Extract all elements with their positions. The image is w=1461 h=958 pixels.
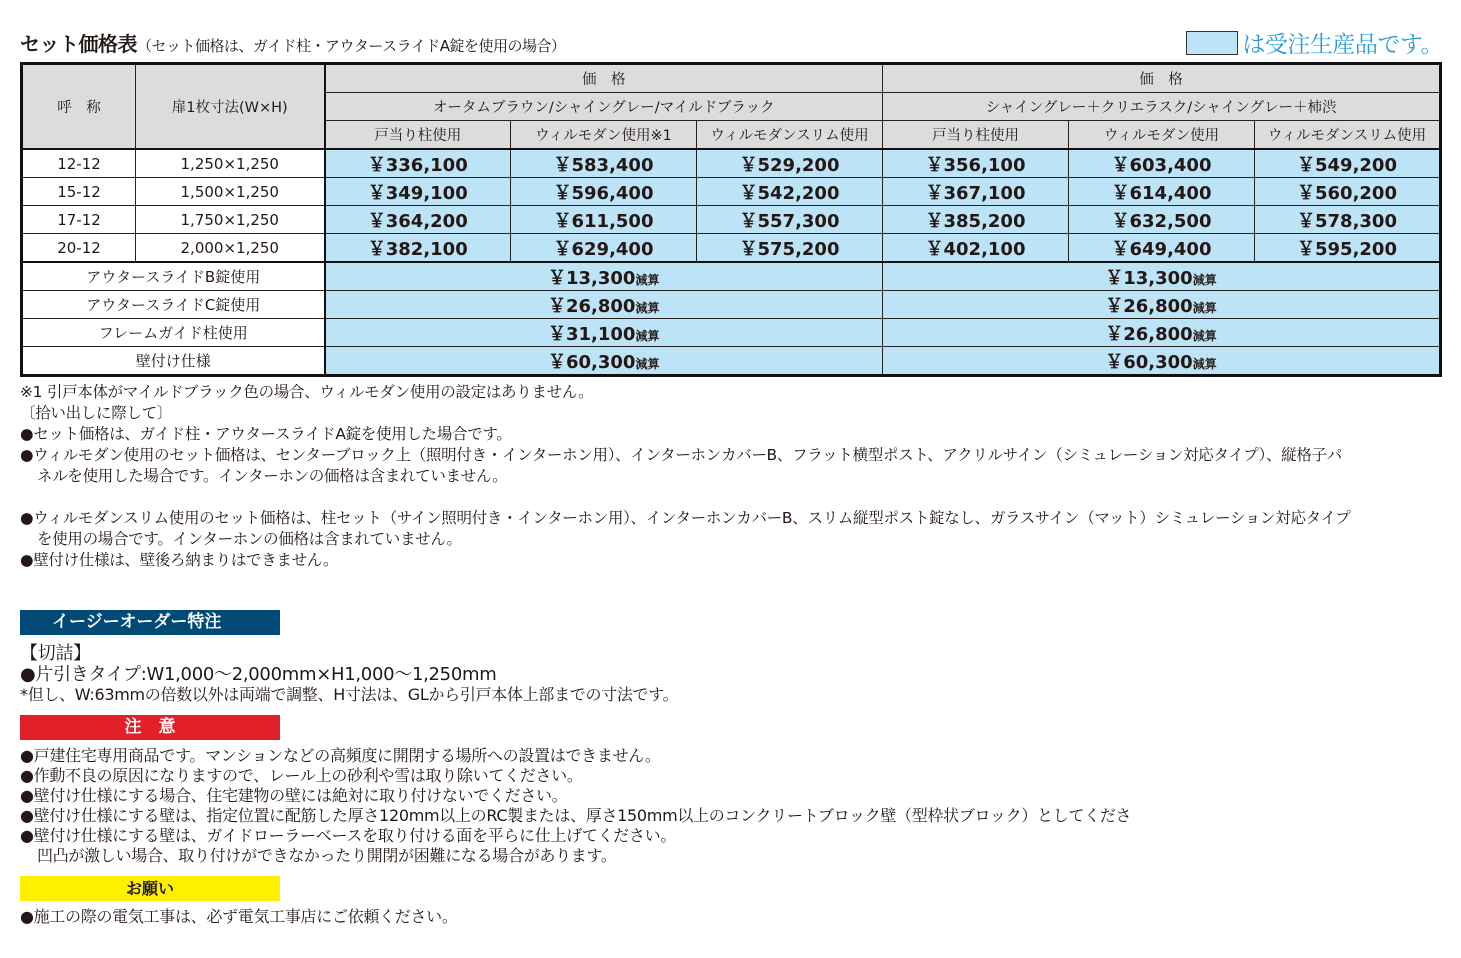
caution-line: ●壁付け仕様にする場合、住宅建物の壁には絶対に取り付けないでください。	[20, 786, 568, 805]
price-cell: ￥603,400	[1069, 149, 1255, 178]
table-row	[22, 291, 1441, 319]
deduction-price	[883, 291, 1441, 319]
title-main: セット価格表	[20, 32, 137, 56]
caution-line: ●壁付け仕様にする壁は、ガイドローラーベースを取り付ける面を平らに仕上げてください。	[20, 826, 677, 845]
deduction-label: アウタースライドC錠使用	[22, 291, 325, 319]
price-cell: ￥529,200	[697, 149, 883, 178]
note: を使用の場合です。インターホンの価格は含まれていません。	[37, 530, 462, 548]
note: ●ウィルモダンスリム使用のセット価格は、柱セット（サイン照明付き・インターホン用）、インターホンカバーB、スリム縦型ポスト錠なし、ガラスサイン（マット）シミュレーション対応タイプ	[20, 509, 1351, 527]
deduction-amount: ￥13,300	[548, 267, 636, 289]
header-color: シャイングレー＋クリエラスク/シャイングレー＋柿渋	[883, 93, 1441, 121]
price-cell: ￥578,300	[1255, 206, 1441, 234]
header-size: 扉1枚寸法(W×H)	[136, 64, 325, 150]
price-cell: ￥649,400	[1069, 234, 1255, 263]
caution-line: ●壁付け仕様にする壁は、指定位置に配筋した厚さ120mm以上のRC製または、厚さ150mm以上のコンクリートブロック壁（型枠状ブロック）としてくださ	[20, 806, 1132, 825]
deduction-suffix: 減算	[635, 328, 660, 343]
notes	[20, 382, 1440, 571]
caution-line: 凹凸が激しい場合、取り付けができなかったり開閉が困難になる場合があります。	[37, 846, 617, 865]
easy-order-heading	[20, 610, 280, 635]
deduction-price	[883, 319, 1441, 347]
table-row	[22, 347, 1441, 376]
title-sub: （セット価格は、ガイド柱・アウタースライドA錠を使用の場合）	[137, 37, 566, 55]
deduction-amount: ￥60,300	[548, 351, 636, 373]
request-heading	[20, 876, 280, 901]
deduction-suffix: 減算	[1192, 272, 1217, 287]
price-table	[20, 62, 1442, 377]
header-column: 戸当り柱使用	[883, 121, 1069, 150]
header-column: ウィルモダン使用	[1069, 121, 1255, 150]
deduction-label: アウタースライドB錠使用	[22, 262, 325, 291]
table-row	[22, 319, 1441, 347]
price-cell: ￥336,100	[325, 149, 511, 178]
row-size: 1,250×1,250	[136, 149, 325, 178]
table-row	[22, 178, 1441, 206]
deduction-suffix: 減算	[1192, 328, 1217, 343]
price-cell: ￥382,100	[325, 234, 511, 263]
easy-order-line: ●片引きタイプ:W1,000～2,000mm×H1,000～1,250mm	[20, 665, 497, 685]
row-name: 15-12	[22, 178, 136, 206]
easy-order-line: *但し、W:63mmの倍数以外は両端で調整、H寸法は、GLから引戸本体上部までの寸法です。	[20, 685, 679, 704]
row-name: 20-12	[22, 234, 136, 263]
header-name: 呼 称	[22, 64, 136, 150]
deduction-suffix: 減算	[1192, 300, 1217, 315]
deduction-amount: ￥31,100	[548, 323, 636, 345]
caution-line: ●作動不良の原因になりますので、レール上の砂利や雪は取り除いてください。	[20, 766, 583, 785]
table-row	[22, 262, 1441, 291]
price-cell: ￥402,100	[883, 234, 1069, 263]
deduction-price	[883, 347, 1441, 376]
price-cell: ￥560,200	[1255, 178, 1441, 206]
caution-body	[20, 746, 1220, 866]
header-column: 戸当り柱使用	[325, 121, 511, 150]
price-cell: ￥549,200	[1255, 149, 1441, 178]
price-cell: ￥583,400	[511, 149, 697, 178]
request-heading-text: お願い	[125, 879, 174, 898]
note: ●セット価格は、ガイド柱・アウタースライドA錠を使用した場合です。	[20, 425, 512, 443]
legend-text: は受注生産品です。	[1242, 32, 1443, 58]
deduction-suffix: 減算	[1192, 356, 1217, 371]
note: ●壁付け仕様は、壁後ろ納まりはできません。	[20, 551, 339, 569]
deduction-suffix: 減算	[635, 356, 660, 371]
deduction-amount: ￥26,800	[1105, 295, 1193, 317]
price-cell: ￥349,100	[325, 178, 511, 206]
note: ●ウィルモダン使用のセット価格は、センターブロック上（照明付き・インターホン用）、インターホンカバーB、フラット横型ポスト、アクリルサイン（シミュレーション対応タイプ）、縦格子パ	[20, 446, 1342, 464]
row-size: 2,000×1,250	[136, 234, 325, 263]
caution-line: ●戸建住宅専用商品です。マンションなどの高頻度に開閉する場所への設置はできません。	[20, 746, 661, 765]
price-cell: ￥596,400	[511, 178, 697, 206]
note: ※1 引戸本体がマイルドブラック色の場合、ウィルモダン使用の設定はありません。	[20, 383, 594, 401]
deduction-label: 壁付け仕様	[22, 347, 325, 376]
deduction-amount: ￥60,300	[1105, 351, 1193, 373]
deduction-amount: ￥13,300	[1105, 267, 1193, 289]
table-row	[22, 64, 1441, 93]
price-cell: ￥364,200	[325, 206, 511, 234]
price-cell: ￥367,100	[883, 178, 1069, 206]
price-cell: ￥557,300	[697, 206, 883, 234]
table-row	[22, 234, 1441, 263]
deduction-suffix: 減算	[635, 272, 660, 287]
deduction-price	[325, 291, 883, 319]
row-size: 1,750×1,250	[136, 206, 325, 234]
price-cell: ￥629,400	[511, 234, 697, 263]
header-color: オータムブラウン/シャイングレー/マイルドブラック	[325, 93, 883, 121]
deduction-price	[883, 262, 1441, 291]
made-to-order-legend	[1186, 26, 1443, 59]
easy-order-sub: 【切詰】	[20, 643, 91, 664]
page-title	[20, 28, 565, 57]
table-row	[22, 149, 1441, 178]
price-cell: ￥575,200	[697, 234, 883, 263]
deduction-price	[325, 319, 883, 347]
caution-heading-text: 注 意	[124, 717, 176, 737]
header-column: ウィルモダンスリム使用	[697, 121, 883, 150]
caution-heading	[20, 715, 280, 740]
price-cell: ￥632,500	[1069, 206, 1255, 234]
price-cell: ￥356,100	[883, 149, 1069, 178]
easy-order-body	[20, 643, 678, 705]
price-cell: ￥385,200	[883, 206, 1069, 234]
note: 〔拾い出しに際して〕	[20, 404, 173, 422]
header-price: 価 格	[883, 64, 1441, 93]
easy-order-heading-text: イージーオーダー特注	[52, 612, 222, 632]
deduction-suffix: 減算	[635, 300, 660, 315]
price-cell: ￥611,500	[511, 206, 697, 234]
row-name: 12-12	[22, 149, 136, 178]
legend-swatch	[1186, 31, 1238, 55]
price-cell: ￥595,200	[1255, 234, 1441, 263]
deduction-label: フレームガイド柱使用	[22, 319, 325, 347]
header-column: ウィルモダン使用※1	[511, 121, 697, 150]
row-name: 17-12	[22, 206, 136, 234]
deduction-price	[325, 262, 883, 291]
request-line: ●施工の際の電気工事は、必ず電気工事店にご依頼ください。	[20, 907, 458, 926]
row-size: 1,500×1,250	[136, 178, 325, 206]
price-cell: ￥542,200	[697, 178, 883, 206]
table-row	[22, 206, 1441, 234]
header-column: ウィルモダンスリム使用	[1255, 121, 1441, 150]
header-price: 価 格	[325, 64, 883, 93]
deduction-price	[325, 347, 883, 376]
request-body	[20, 907, 458, 927]
deduction-amount: ￥26,800	[1105, 323, 1193, 345]
price-cell: ￥614,400	[1069, 178, 1255, 206]
note: ネルを使用した場合です。インターホンの価格は含まれていません。	[37, 467, 508, 485]
deduction-amount: ￥26,800	[548, 295, 636, 317]
